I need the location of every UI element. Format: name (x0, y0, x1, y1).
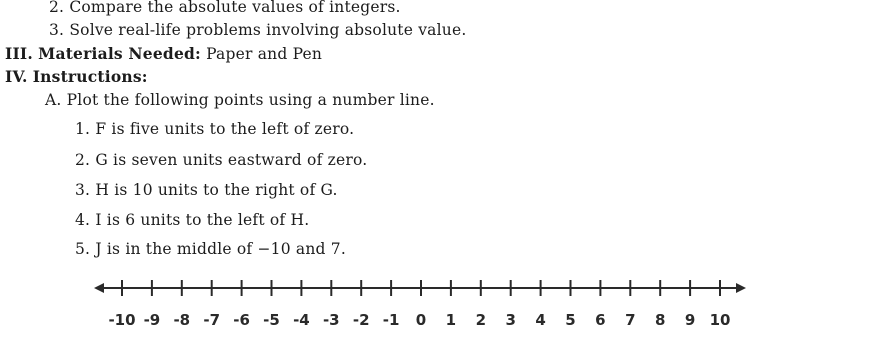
objective-number: 2. (49, 0, 65, 16)
number-line-labels (108, 311, 730, 329)
number-line-tick-label: 2 (475, 311, 487, 329)
number-line-tick-label: 5 (565, 311, 576, 329)
number-line-tick-label: 7 (625, 311, 636, 329)
number-line-tick-label: 0 (415, 311, 427, 329)
right-arrow-icon (736, 283, 746, 293)
instructions-number: IV. (5, 67, 28, 86)
item-text: F is five units to the left of zero. (95, 120, 355, 138)
item-5 (75, 240, 346, 258)
item-number: 1. (75, 120, 91, 138)
number-line-tick-label: -2 (352, 311, 370, 329)
objective-3 (49, 21, 466, 39)
number-line-tick-label: -7 (203, 311, 221, 329)
number-line-tick-label: 4 (535, 311, 546, 329)
number-line-tick-label: 6 (595, 311, 606, 329)
number-line-tick-label: -4 (293, 311, 310, 329)
part-a (45, 91, 435, 109)
objective-text: Compare the absolute values of integers. (69, 0, 401, 16)
number-line-tick-label: -9 (143, 311, 161, 329)
item-text: G is seven units eastward of zero. (95, 151, 368, 169)
materials-value: Paper and Pen (206, 45, 323, 63)
left-arrow-icon (94, 283, 104, 293)
materials-section (5, 44, 322, 63)
item-number: 5. (75, 240, 91, 258)
item-4 (75, 211, 309, 229)
materials-number: III. (5, 44, 33, 63)
item-number: 3. (75, 181, 91, 199)
item-3 (75, 181, 338, 199)
number-line (0, 270, 876, 340)
item-2 (75, 151, 367, 169)
number-line-tick-label: -5 (263, 311, 280, 329)
objective-text: Solve real-life problems involving absolute value. (69, 21, 467, 39)
instructions-label: Instructions: (32, 67, 148, 86)
number-line-tick-label: 1 (445, 311, 457, 329)
objective-2 (49, 0, 401, 16)
objective-number: 3. (49, 21, 65, 39)
item-text: J is in the middle of −10 and 7. (95, 240, 346, 258)
part-a-letter: A. (45, 91, 62, 109)
number-line-tick-label: 9 (684, 311, 696, 329)
number-line-ticks (122, 280, 720, 296)
item-number: 2. (75, 151, 91, 169)
number-line-tick-label: -10 (108, 311, 136, 329)
number-line-tick-label: 3 (505, 311, 516, 329)
number-line-tick-label: -8 (173, 311, 191, 329)
item-text: I is 6 units to the left of H. (95, 211, 310, 229)
number-line-tick-label: 10 (709, 311, 731, 329)
instructions-heading (5, 67, 148, 86)
item-text: H is 10 units to the right of G. (95, 181, 338, 199)
number-line-tick-label: -3 (322, 311, 340, 329)
item-number: 4. (75, 211, 91, 229)
number-line-tick-label: 8 (654, 311, 666, 329)
item-1 (75, 120, 354, 138)
number-line-tick-label: -1 (382, 311, 400, 329)
part-a-text: Plot the following points using a number line. (66, 91, 435, 109)
materials-label: Materials Needed: (38, 44, 201, 63)
number-line-tick-label: -6 (233, 311, 250, 329)
